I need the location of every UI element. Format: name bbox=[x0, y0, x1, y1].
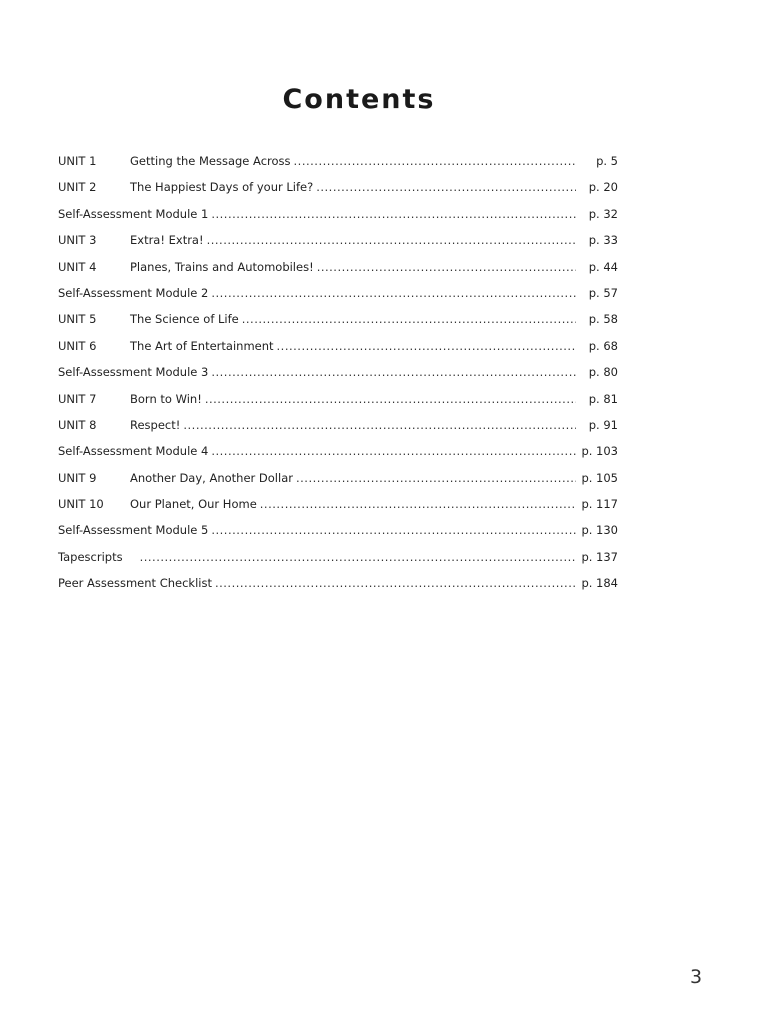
toc-entry-title: Extra! Extra! bbox=[130, 233, 204, 248]
toc-entry bbox=[58, 339, 618, 365]
toc-page-number: p. 5 bbox=[596, 154, 618, 168]
toc-page-number: p. 33 bbox=[588, 233, 618, 248]
toc-unit-label: UNIT 9 bbox=[58, 470, 97, 485]
toc-page-number: p. 91 bbox=[588, 417, 618, 432]
dot-leader bbox=[277, 339, 576, 353]
toc-entry-title: The Art of Entertainment bbox=[130, 338, 274, 353]
toc-page-number: p. 68 bbox=[588, 338, 618, 353]
toc-page-number: p. 103 bbox=[581, 444, 618, 459]
toc-page-number: p. 81 bbox=[588, 391, 618, 406]
dot-leader bbox=[316, 180, 576, 194]
toc-page-number: p. 184 bbox=[581, 576, 618, 591]
toc-entry-title: Respect! bbox=[130, 417, 181, 432]
dot-leader bbox=[215, 576, 576, 590]
toc-entry-title: Peer Assessment Checklist bbox=[58, 576, 212, 591]
toc-page-number: p. 80 bbox=[588, 365, 618, 380]
toc-entry bbox=[58, 260, 618, 286]
toc-entry bbox=[58, 233, 618, 259]
toc-entry-title: Self-Assessment Module 3 bbox=[58, 365, 209, 380]
toc-entry bbox=[58, 154, 618, 180]
toc-entry-title: Another Day, Another Dollar bbox=[130, 470, 293, 485]
dot-leader bbox=[296, 471, 576, 485]
toc-entry-title: Tapescripts bbox=[58, 549, 123, 564]
toc-page-number: p. 117 bbox=[581, 497, 618, 512]
toc-entry-title: Self-Assessment Module 1 bbox=[58, 206, 209, 221]
toc-entry-title: The Happiest Days of your Life? bbox=[130, 180, 314, 195]
dot-leader bbox=[183, 418, 576, 432]
toc-entry-title: Planes, Trains and Automobiles! bbox=[130, 259, 314, 274]
toc-unit-label: UNIT 5 bbox=[58, 312, 97, 327]
toc-unit-label: UNIT 2 bbox=[58, 180, 97, 195]
toc-entry-title: Self-Assessment Module 4 bbox=[58, 444, 209, 459]
dot-leader bbox=[211, 207, 576, 221]
toc-entry-title: Getting the Message Across bbox=[130, 154, 291, 168]
toc-entry-title: Our Planet, Our Home bbox=[130, 497, 257, 512]
toc-entry bbox=[58, 312, 618, 338]
toc-unit-label: UNIT 10 bbox=[58, 497, 104, 512]
toc-page-number: p. 57 bbox=[588, 285, 618, 300]
toc-entry-title: The Science of Life bbox=[130, 312, 239, 327]
toc-entry bbox=[58, 471, 618, 497]
toc-entry bbox=[58, 576, 618, 602]
toc-unit-label: UNIT 6 bbox=[58, 338, 97, 353]
toc-page-number: p. 58 bbox=[588, 312, 618, 327]
toc-entry-title: Self-Assessment Module 5 bbox=[58, 523, 209, 538]
dot-leader bbox=[260, 497, 576, 511]
dot-leader bbox=[140, 550, 576, 564]
toc-entry-title: Born to Win! bbox=[130, 391, 202, 406]
dot-leader bbox=[242, 312, 576, 326]
toc-entry bbox=[58, 418, 618, 444]
dot-leader bbox=[207, 233, 576, 247]
toc-page-number: p. 44 bbox=[588, 259, 618, 274]
toc-unit-label: UNIT 7 bbox=[58, 391, 97, 406]
toc-page-number: p. 130 bbox=[581, 523, 618, 538]
toc-entry bbox=[58, 523, 618, 549]
toc-entry bbox=[58, 286, 618, 312]
toc-unit-label: UNIT 1 bbox=[58, 154, 97, 168]
dot-leader bbox=[317, 260, 576, 274]
dot-leader bbox=[205, 392, 576, 406]
dot-leader bbox=[211, 286, 576, 300]
toc-entry bbox=[58, 180, 618, 206]
toc-entry bbox=[58, 444, 618, 470]
toc-entry bbox=[58, 497, 618, 523]
toc-unit-label: UNIT 4 bbox=[58, 259, 97, 274]
page-number: 3 bbox=[690, 966, 703, 988]
dot-leader bbox=[211, 365, 576, 379]
toc-unit-label: UNIT 8 bbox=[58, 417, 97, 432]
toc-page-number: p. 20 bbox=[588, 180, 618, 195]
toc-entry bbox=[58, 365, 618, 391]
toc-page-number: p. 137 bbox=[581, 549, 618, 564]
dot-leader bbox=[211, 444, 576, 458]
toc-entry bbox=[58, 392, 618, 418]
table-of-contents bbox=[58, 154, 618, 603]
page-title: Contents bbox=[282, 84, 436, 115]
dot-leader bbox=[211, 523, 576, 537]
toc-unit-label: UNIT 3 bbox=[58, 233, 97, 248]
toc-entry bbox=[58, 550, 618, 576]
toc-page-number: p. 32 bbox=[588, 206, 618, 221]
toc-page-number: p. 105 bbox=[581, 470, 618, 485]
dot-leader bbox=[294, 154, 576, 168]
toc-entry bbox=[58, 207, 618, 233]
toc-entry-title: Self-Assessment Module 2 bbox=[58, 285, 209, 300]
